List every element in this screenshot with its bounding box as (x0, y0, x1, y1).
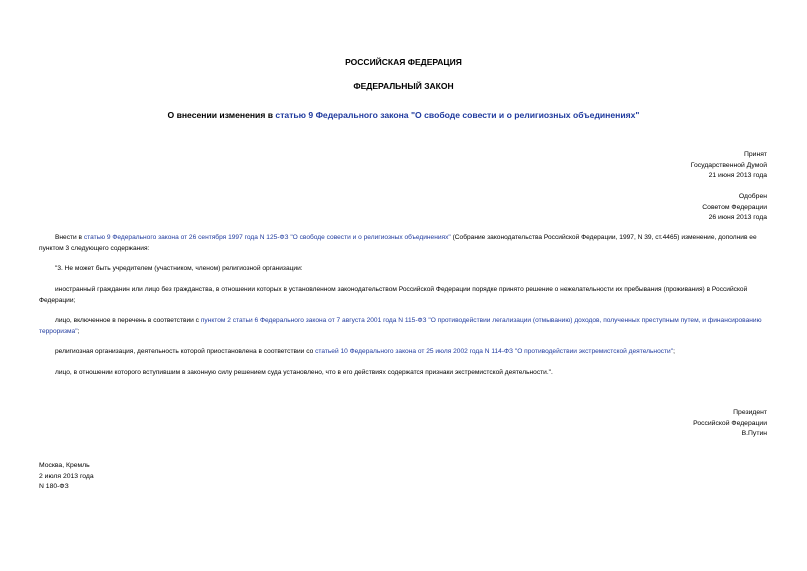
signature-block (693, 408, 767, 440)
paragraph-foreigner: иностранный гражданин или лицо без гражданства, в отношении которых в установленном законодательством Российской Федерации порядке принято решение о нежелательности их пребывания (проживания) в Российской Федерации; (39, 286, 748, 304)
paragraph-listed-person (39, 316, 769, 337)
approved-line-1: Одобрен (738, 193, 767, 200)
p1-article-link[interactable]: статью 9 Федерального закона от 26 сентября 1997 года N 125-ФЗ "О свободе совести и о религиозных объединениях" (83, 234, 451, 241)
p4-law-link[interactable]: пунктом 2 статьи 6 Федерального закона от 7 августа 2001 года N 115-ФЗ "О противодействии легализации (отмыванию) доходов, полученных преступным путем, и финансированию терроризма" (39, 317, 762, 335)
approved-block (702, 192, 767, 224)
adopted-block (691, 150, 767, 182)
p5-prefix: религиозная организация, деятельность которой приостановлена в соответствии со (55, 348, 316, 355)
p4-prefix: лицо, включенное в перечень в соответствии с (55, 317, 201, 324)
approved-line-3: 26 июня 2013 года (708, 214, 767, 221)
law-title-prefix: О внесении изменения в (167, 110, 276, 120)
p1-suffix: (Собрание законодательства Российской Федерации, 1997, N 39, ст.4465) изменение, дополнив ее пунктом 3 следующего содержания: (39, 234, 757, 252)
paragraph-suspended-org (39, 347, 769, 358)
p1-prefix: Внести в (55, 234, 84, 241)
law-title-link[interactable]: статью 9 Федерального закона "О свободе совести и о религиозных объединениях" (275, 110, 640, 120)
law-type-heading: ФЕДЕРАЛЬНЫЙ ЗАКОН (353, 81, 454, 91)
footer-number: N 180-ФЗ (39, 483, 69, 490)
signature-line-1: Президент (733, 409, 767, 416)
footer-date: 2 июля 2013 года (39, 472, 94, 480)
paragraph-item-3: "3. Не может быть учредителем (участником, членом) религиозной организации: (55, 265, 303, 272)
footer-block (39, 461, 94, 493)
p4-suffix: ; (77, 327, 80, 335)
p5-law-link[interactable]: статьей 10 Федерального закона от 25 июля 2002 года N 114-ФЗ "О противодействии экстремистской деятельности" (315, 348, 674, 355)
paragraph-extremist: лицо, в отношении которого вступившим в законную силу решением суда установлено, что в его действиях содержатся признаки экстремистской деятельности.". (55, 369, 553, 376)
signature-line-3: В.Путин (741, 430, 767, 437)
footer-place: Москва, Кремль (39, 462, 90, 469)
law-title (0, 110, 807, 120)
paragraph-amendment (39, 233, 769, 254)
adopted-line-2: Государственной Думой (690, 161, 767, 169)
p5-suffix: ; (673, 348, 675, 355)
adopted-line-3: 21 июня 2013 года (708, 172, 767, 179)
country-heading: РОССИЙСКАЯ ФЕДЕРАЦИЯ (345, 57, 462, 67)
approved-line-2: Советом Федерации (702, 203, 767, 211)
adopted-line-1: Принят (743, 151, 767, 158)
signature-line-2: Российской Федерации (693, 419, 767, 427)
